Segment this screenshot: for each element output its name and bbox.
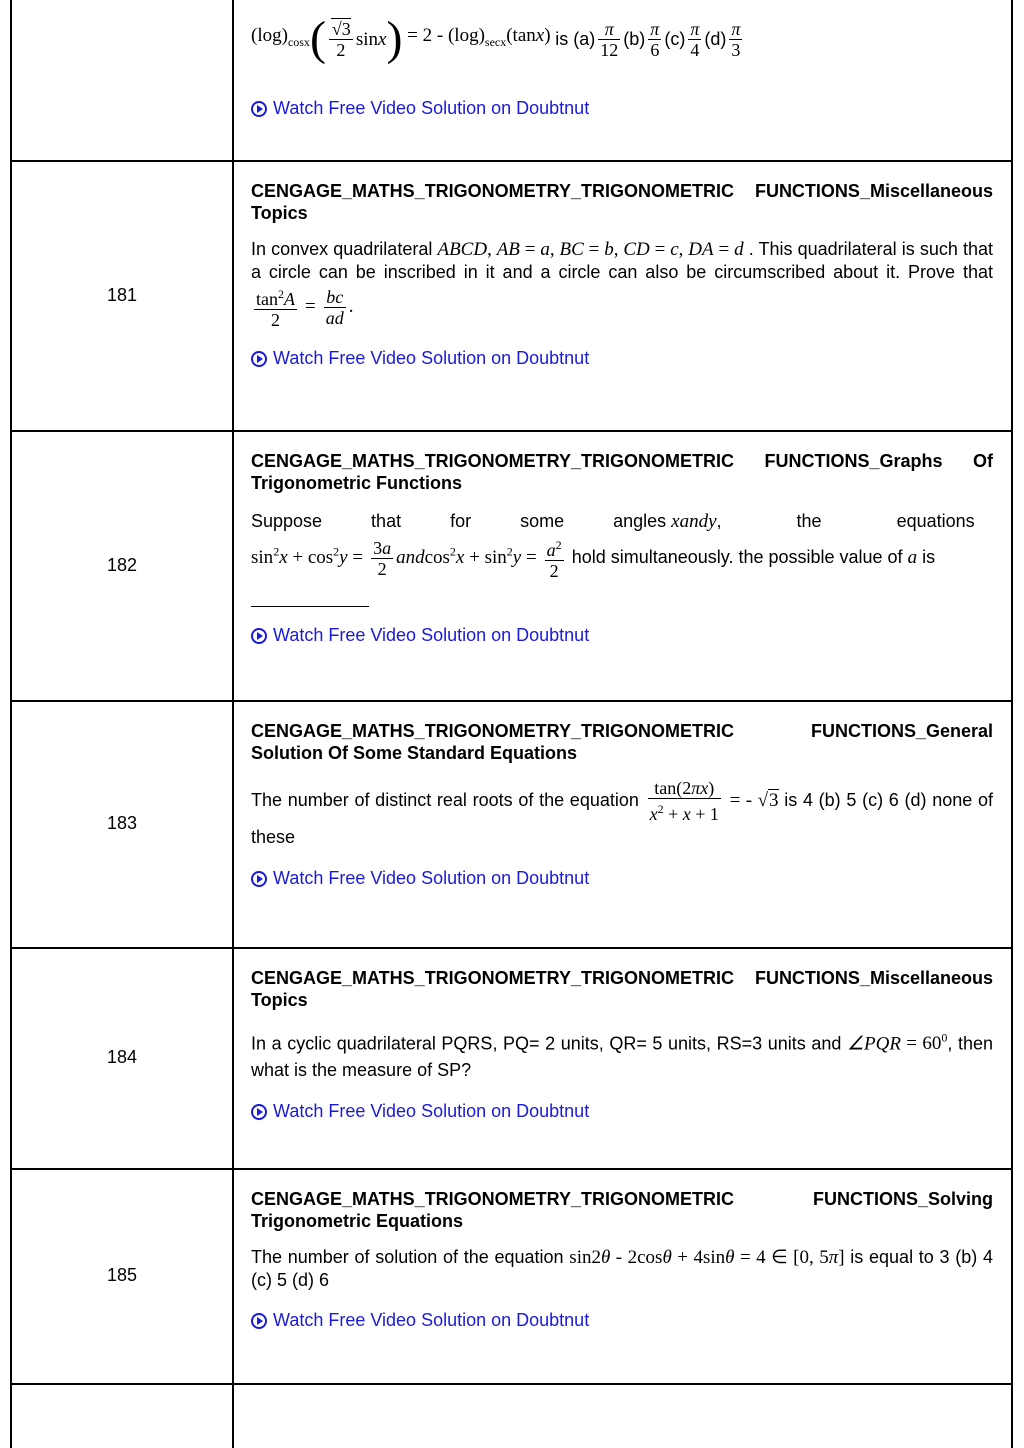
question-text: $(\log)_{cosx}$ ( $\frac{√3}{2}$ sinx ) = $2 - (\log)_{secx}(\tan x)$ is (a) $\frac{\pi}{12}$ (b) $\frac{\pi}{6}$ (c) $\frac{\pi}{4}$ (d) $\frac{\pi}{3}$	[251, 12, 741, 65]
watch-video-label: Watch Free Video Solution on Doubtnut	[273, 1101, 590, 1122]
question-number-cell	[12, 0, 234, 160]
question-heading: CENGAGE_MATHS_TRIGONOMETRY_TRIGONOMETRIC FUNCTIONS_Miscellaneous Topics	[251, 181, 993, 223]
table-row	[10, 700, 1013, 949]
table-row	[10, 430, 1013, 702]
question-number-cell	[12, 160, 234, 430]
watch-video-label: Watch Free Video Solution on Doubtnut	[273, 348, 590, 368]
question-content	[251, 180, 993, 369]
table-row	[10, 947, 1013, 1170]
option-c-label: (c)	[664, 28, 686, 49]
play-circle-icon	[251, 1104, 267, 1120]
table-row	[10, 0, 1013, 162]
option-b-label: (b)	[623, 28, 646, 49]
play-circle-icon	[251, 101, 267, 117]
question-text: In convex quadrilateral ABCD, AB = a, BC = b, CD = c, DA = d . This quadrilateral is such that a circle can be inscribed in it and a circle can also be circumscribed about it. Prove that $\frac{\tan^2A}{2}$ = $\frac{bc}{ad}$ .	[251, 239, 994, 330]
play-circle-icon	[251, 628, 267, 644]
question-text: In a cyclic quadrilateral PQRS, PQ= 2 units, QR= 5 units, RS=3 units and ∠PQR = $60^0$, then what is the measure of SP?	[251, 1031, 993, 1081]
question-number: 183	[106, 813, 138, 833]
question-heading: CENGAGE_MATHS_TRIGONOMETRY_TRIGONOMETRIC FUNCTIONS_General Solution Of Some Standard Equations	[251, 721, 993, 763]
question-number-cell	[12, 947, 234, 1168]
option-d-label: (d)	[704, 28, 727, 49]
watch-video-link[interactable]	[251, 348, 993, 369]
question-number: 184	[106, 1047, 138, 1067]
question-content	[251, 967, 993, 1122]
watch-video-link[interactable]	[251, 868, 993, 889]
table-row	[10, 1168, 1013, 1385]
question-number-cell	[12, 1168, 234, 1383]
question-number: 181	[106, 284, 138, 305]
question-number-cell	[12, 700, 234, 947]
question-content	[251, 720, 993, 889]
table-row	[10, 1383, 1013, 1448]
play-circle-icon	[251, 351, 267, 367]
question-content	[251, 450, 993, 646]
play-circle-icon	[251, 1313, 267, 1329]
watch-video-label: Watch Free Video Solution on Doubtnut	[273, 98, 590, 118]
watch-video-label: Watch Free Video Solution on Doubtnut	[273, 1310, 590, 1330]
question-text: The number of distinct real roots of the equation $\frac{\tan(2\pi x)}{x^2 + x + 1}$ = - √3 is 4 (b) 5 (c) 6 (d) none of these	[251, 778, 993, 847]
watch-video-link[interactable]	[251, 1101, 993, 1122]
question-number-cell	[12, 1383, 234, 1448]
question-text-fragment: is (a)	[555, 28, 596, 49]
question-content	[251, 4, 993, 119]
question-number-cell	[12, 430, 234, 700]
question-text: Suppose that for some angles xandy, the equations $\sin^2x + \cos^2y$ = $\frac{3a}{2}$ $andcos^2x + \sin^2y$ = $\frac{a^2}{2}$ hold simultaneously. the possible value of a is	[251, 508, 993, 607]
watch-video-label: Watch Free Video Solution on Doubtnut	[273, 625, 590, 645]
question-number: 182	[106, 554, 138, 575]
question-heading: CENGAGE_MATHS_TRIGONOMETRY_TRIGONOMETRIC FUNCTIONS_Solving Trigonometric Equations	[251, 1189, 993, 1231]
question-number: 185	[106, 1265, 138, 1285]
question-text: The number of solution of the equation sin2θ - 2cosθ + 4sinθ = 4 ∈ [0, 5π] is equal to 3 (b) 4 (c) 5 (d) 6	[251, 1247, 994, 1290]
table-row	[10, 160, 1013, 432]
watch-video-link[interactable]	[251, 1310, 993, 1331]
question-heading: CENGAGE_MATHS_TRIGONOMETRY_TRIGONOMETRIC FUNCTIONS_Miscellaneous Topics	[251, 968, 993, 1010]
answer-blank	[251, 588, 369, 607]
watch-video-label: Watch Free Video Solution on Doubtnut	[273, 868, 590, 888]
question-content	[251, 1188, 993, 1331]
watch-video-link[interactable]	[251, 98, 993, 119]
question-heading: CENGAGE_MATHS_TRIGONOMETRY_TRIGONOMETRIC FUNCTIONS_Graphs Of Trigonometric Functions	[251, 451, 993, 493]
watch-video-link[interactable]	[251, 625, 993, 646]
play-circle-icon	[251, 871, 267, 887]
